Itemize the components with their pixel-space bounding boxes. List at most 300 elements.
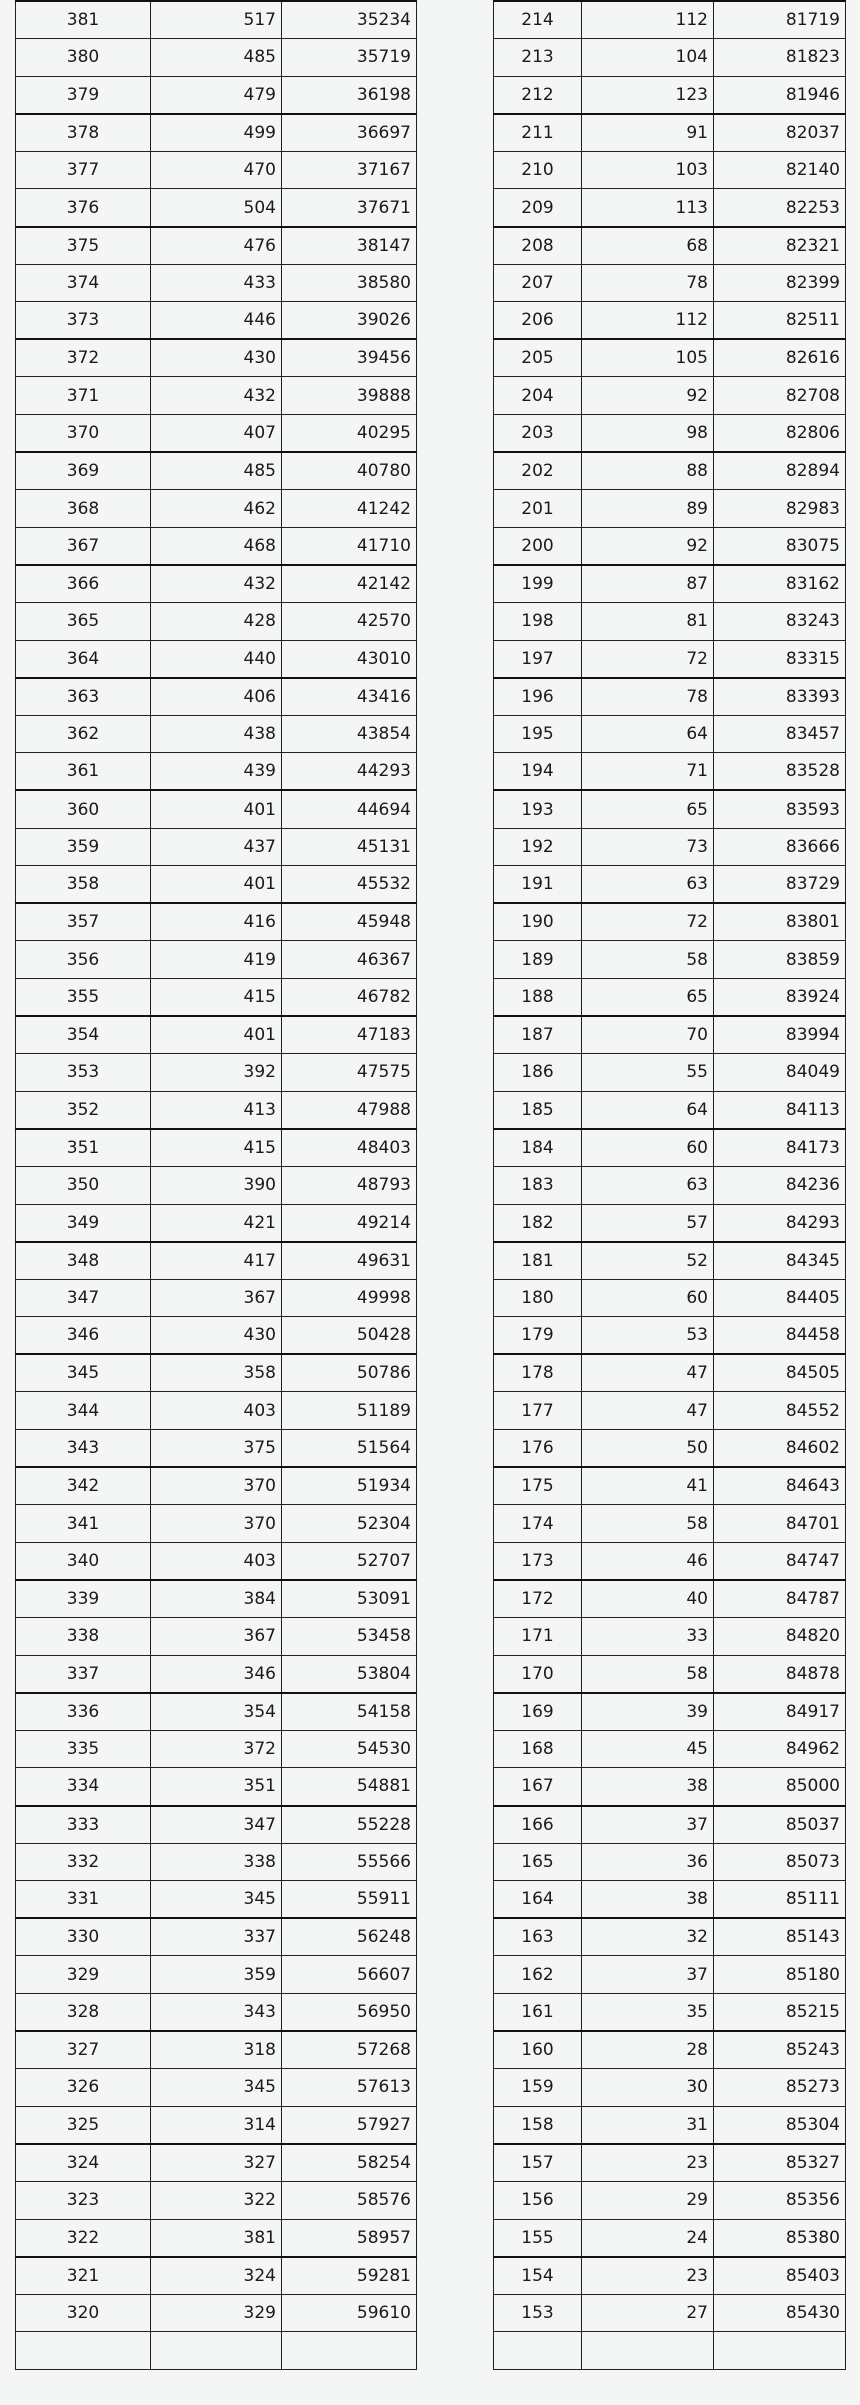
table-row (494, 2219, 846, 2257)
cumulative-cell: 51189 (282, 1392, 417, 1430)
score-cell: 333 (16, 1806, 151, 1844)
cumulative-cell: 58254 (282, 2144, 417, 2182)
table-row (494, 1918, 846, 1956)
table-row (16, 339, 417, 377)
count-cell: 91 (582, 114, 714, 152)
table-row (494, 2106, 846, 2144)
count-cell: 58 (582, 1655, 714, 1693)
count-cell (582, 2332, 714, 2370)
table-row (16, 1918, 417, 1956)
score-cell: 189 (494, 941, 582, 979)
cumulative-cell: 44694 (282, 790, 417, 828)
score-cell: 355 (16, 978, 151, 1016)
cumulative-cell: 81823 (714, 39, 846, 77)
count-cell (151, 2332, 282, 2370)
table-row (494, 1242, 846, 1280)
table-row (494, 603, 846, 641)
score-table-left-body (16, 1, 417, 2369)
table-row (494, 1956, 846, 1994)
count-cell: 485 (151, 452, 282, 490)
cumulative-cell: 84236 (714, 1166, 846, 1204)
score-cell: 341 (16, 1505, 151, 1543)
cumulative-cell: 85430 (714, 2294, 846, 2332)
cumulative-cell: 52304 (282, 1505, 417, 1543)
score-cell: 366 (16, 565, 151, 603)
table-row (16, 1016, 417, 1054)
table-row (494, 2294, 846, 2332)
score-cell: 202 (494, 452, 582, 490)
table-row (16, 903, 417, 941)
cumulative-cell: 84505 (714, 1354, 846, 1392)
cumulative-cell: 45532 (282, 866, 417, 904)
cumulative-cell: 50428 (282, 1317, 417, 1355)
table-row (16, 114, 417, 152)
cumulative-cell: 55228 (282, 1806, 417, 1844)
cumulative-cell: 84405 (714, 1279, 846, 1317)
table-row (494, 1580, 846, 1618)
count-cell: 27 (582, 2294, 714, 2332)
count-cell: 367 (151, 1618, 282, 1656)
count-cell: 63 (582, 1166, 714, 1204)
count-cell: 65 (582, 790, 714, 828)
score-cell: 206 (494, 302, 582, 340)
table-row (494, 1016, 846, 1054)
cumulative-cell: 83162 (714, 565, 846, 603)
score-cell: 209 (494, 189, 582, 227)
score-cell: 184 (494, 1129, 582, 1167)
score-cell: 153 (494, 2294, 582, 2332)
table-row (16, 527, 417, 565)
cumulative-cell: 39456 (282, 339, 417, 377)
score-cell: 199 (494, 565, 582, 603)
table-row (494, 302, 846, 340)
count-cell: 45 (582, 1730, 714, 1768)
table-row (494, 490, 846, 528)
score-cell: 371 (16, 377, 151, 415)
score-cell: 353 (16, 1054, 151, 1092)
score-cell: 173 (494, 1542, 582, 1580)
table-row (16, 2219, 417, 2257)
cumulative-cell: 82806 (714, 415, 846, 453)
table-row (494, 565, 846, 603)
score-cell: 213 (494, 39, 582, 77)
score-cell: 191 (494, 866, 582, 904)
table-row (16, 377, 417, 415)
score-cell: 205 (494, 339, 582, 377)
count-cell: 63 (582, 866, 714, 904)
score-cell: 203 (494, 415, 582, 453)
cumulative-cell: 38147 (282, 227, 417, 265)
cumulative-cell: 45948 (282, 903, 417, 941)
table-row (16, 2106, 417, 2144)
cumulative-cell: 83315 (714, 640, 846, 678)
table-row (494, 452, 846, 490)
score-cell: 171 (494, 1618, 582, 1656)
table-row (16, 2031, 417, 2069)
count-cell: 327 (151, 2144, 282, 2182)
count-cell: 419 (151, 941, 282, 979)
count-cell: 64 (582, 1091, 714, 1129)
table-row (494, 978, 846, 1016)
table-row (494, 2144, 846, 2182)
table-row (494, 1054, 846, 1092)
table-row (494, 1843, 846, 1881)
count-cell: 403 (151, 1392, 282, 1430)
table-row (494, 76, 846, 114)
cumulative-cell: 84962 (714, 1730, 846, 1768)
table-row (494, 264, 846, 302)
count-cell: 33 (582, 1618, 714, 1656)
table-row (16, 1091, 417, 1129)
cumulative-cell: 85380 (714, 2219, 846, 2257)
table-row (494, 1655, 846, 1693)
count-cell: 73 (582, 828, 714, 866)
cumulative-cell: 38580 (282, 264, 417, 302)
score-cell: 200 (494, 527, 582, 565)
cumulative-cell: 81719 (714, 1, 846, 39)
cumulative-cell: 85073 (714, 1843, 846, 1881)
count-cell: 432 (151, 565, 282, 603)
score-cell: 212 (494, 76, 582, 114)
table-row (494, 2069, 846, 2107)
table-row (16, 302, 417, 340)
cumulative-cell: 55911 (282, 1881, 417, 1919)
table-row (16, 1618, 417, 1656)
count-cell: 70 (582, 1016, 714, 1054)
cumulative-cell: 85143 (714, 1918, 846, 1956)
cumulative-cell: 39026 (282, 302, 417, 340)
cumulative-cell: 42570 (282, 603, 417, 641)
count-cell: 437 (151, 828, 282, 866)
cumulative-cell: 41710 (282, 527, 417, 565)
count-cell: 415 (151, 978, 282, 1016)
table-row (494, 114, 846, 152)
cumulative-cell: 85000 (714, 1768, 846, 1806)
count-cell: 78 (582, 264, 714, 302)
count-cell: 403 (151, 1542, 282, 1580)
count-cell: 112 (582, 1, 714, 39)
table-row (494, 1542, 846, 1580)
score-cell: 367 (16, 527, 151, 565)
cumulative-cell: 84917 (714, 1693, 846, 1731)
count-cell: 345 (151, 1881, 282, 1919)
count-cell: 407 (151, 415, 282, 453)
score-cell: 155 (494, 2219, 582, 2257)
score-cell: 339 (16, 1580, 151, 1618)
table-row (16, 1242, 417, 1280)
table-row (16, 828, 417, 866)
cumulative-cell: 85403 (714, 2257, 846, 2295)
score-cell: 196 (494, 678, 582, 716)
cumulative-cell: 43854 (282, 715, 417, 753)
table-row (16, 76, 417, 114)
score-cell: 352 (16, 1091, 151, 1129)
table-row (16, 978, 417, 1016)
table-row (494, 828, 846, 866)
count-cell: 499 (151, 114, 282, 152)
cumulative-cell: 46782 (282, 978, 417, 1016)
score-cell: 368 (16, 490, 151, 528)
table-row (16, 866, 417, 904)
score-cell: 328 (16, 1993, 151, 2031)
cumulative-cell: 84345 (714, 1242, 846, 1280)
score-cell: 154 (494, 2257, 582, 2295)
score-cell: 335 (16, 1730, 151, 1768)
count-cell: 485 (151, 39, 282, 77)
table-row (494, 2257, 846, 2295)
cumulative-cell: 54881 (282, 1768, 417, 1806)
cumulative-cell: 83994 (714, 1016, 846, 1054)
cumulative-cell: 83924 (714, 978, 846, 1016)
table-row (494, 640, 846, 678)
cumulative-cell: 85180 (714, 1956, 846, 1994)
count-cell: 88 (582, 452, 714, 490)
table-row (16, 2257, 417, 2295)
score-cell: 372 (16, 339, 151, 377)
count-cell: 37 (582, 1806, 714, 1844)
count-cell: 113 (582, 189, 714, 227)
count-cell: 30 (582, 2069, 714, 2107)
score-cell: 323 (16, 2181, 151, 2219)
score-cell: 356 (16, 941, 151, 979)
table-row (16, 1843, 417, 1881)
table-row (16, 1580, 417, 1618)
score-cell: 161 (494, 1993, 582, 2031)
count-cell: 58 (582, 1505, 714, 1543)
score-cell: 194 (494, 753, 582, 791)
table-row (16, 1806, 417, 1844)
cumulative-cell: 82708 (714, 377, 846, 415)
cumulative-cell: 36198 (282, 76, 417, 114)
score-cell: 188 (494, 978, 582, 1016)
cumulative-cell: 41242 (282, 490, 417, 528)
score-cell: 197 (494, 640, 582, 678)
table-row (16, 603, 417, 641)
table-row (494, 1392, 846, 1430)
count-cell: 123 (582, 76, 714, 114)
table-row (494, 1881, 846, 1919)
count-cell: 439 (151, 753, 282, 791)
count-cell: 446 (151, 302, 282, 340)
table-row (16, 1542, 417, 1580)
cumulative-cell: 51564 (282, 1430, 417, 1468)
table-row (494, 1430, 846, 1468)
table-row (494, 1693, 846, 1731)
count-cell: 35 (582, 1993, 714, 2031)
table-row (16, 1655, 417, 1693)
score-cell: 373 (16, 302, 151, 340)
cumulative-cell: 81946 (714, 76, 846, 114)
score-cell: 325 (16, 2106, 151, 2144)
table-row (494, 903, 846, 941)
table-row (494, 1993, 846, 2031)
score-cell: 346 (16, 1317, 151, 1355)
table-row (16, 2144, 417, 2182)
count-cell: 104 (582, 39, 714, 77)
count-cell: 415 (151, 1129, 282, 1167)
count-cell: 359 (151, 1956, 282, 1994)
score-cell: 181 (494, 1242, 582, 1280)
cumulative-cell: 39888 (282, 377, 417, 415)
score-cell: 329 (16, 1956, 151, 1994)
cumulative-cell: 37671 (282, 189, 417, 227)
table-row (16, 1, 417, 39)
score-cell: 178 (494, 1354, 582, 1392)
count-cell: 36 (582, 1843, 714, 1881)
cumulative-cell: 82253 (714, 189, 846, 227)
count-cell: 346 (151, 1655, 282, 1693)
score-cell: 340 (16, 1542, 151, 1580)
count-cell: 60 (582, 1279, 714, 1317)
score-cell (494, 2332, 582, 2370)
score-cell: 351 (16, 1129, 151, 1167)
table-row (16, 1279, 417, 1317)
score-cell: 210 (494, 151, 582, 189)
count-cell: 46 (582, 1542, 714, 1580)
count-cell: 504 (151, 189, 282, 227)
cumulative-cell: 52707 (282, 1542, 417, 1580)
score-cell: 365 (16, 603, 151, 641)
cumulative-cell: 46367 (282, 941, 417, 979)
table-row (494, 1, 846, 39)
count-cell: 372 (151, 1730, 282, 1768)
cumulative-cell: 83528 (714, 753, 846, 791)
score-cell: 207 (494, 264, 582, 302)
score-cell: 336 (16, 1693, 151, 1731)
table-row (494, 941, 846, 979)
score-cell: 349 (16, 1204, 151, 1242)
cumulative-cell: 37167 (282, 151, 417, 189)
cumulative-cell: 50786 (282, 1354, 417, 1392)
cumulative-cell: 85356 (714, 2181, 846, 2219)
table-row (16, 1317, 417, 1355)
cumulative-cell: 48793 (282, 1166, 417, 1204)
score-cell: 334 (16, 1768, 151, 1806)
cumulative-cell: 35234 (282, 1, 417, 39)
cumulative-cell (714, 2332, 846, 2370)
table-row (16, 227, 417, 265)
cumulative-cell: 51934 (282, 1467, 417, 1505)
count-cell: 322 (151, 2181, 282, 2219)
cumulative-cell: 36697 (282, 114, 417, 152)
count-cell: 23 (582, 2257, 714, 2295)
table-row (16, 1467, 417, 1505)
cumulative-cell: 84049 (714, 1054, 846, 1092)
table-row (16, 1505, 417, 1543)
cumulative-cell: 42142 (282, 565, 417, 603)
score-cell: 177 (494, 1392, 582, 1430)
cumulative-cell: 47988 (282, 1091, 417, 1129)
cumulative-cell: 49998 (282, 1279, 417, 1317)
cumulative-cell: 48403 (282, 1129, 417, 1167)
score-cell: 375 (16, 227, 151, 265)
score-cell: 164 (494, 1881, 582, 1919)
table-row (16, 1430, 417, 1468)
cumulative-cell: 84602 (714, 1430, 846, 1468)
table-row (494, 1091, 846, 1129)
cumulative-cell: 83859 (714, 941, 846, 979)
score-cell: 185 (494, 1091, 582, 1129)
score-cell: 343 (16, 1430, 151, 1468)
cumulative-cell: 43416 (282, 678, 417, 716)
table-row (494, 2031, 846, 2069)
cumulative-cell: 82894 (714, 452, 846, 490)
cumulative-cell: 40780 (282, 452, 417, 490)
count-cell: 367 (151, 1279, 282, 1317)
cumulative-cell: 35719 (282, 39, 417, 77)
score-cell: 187 (494, 1016, 582, 1054)
score-cell: 208 (494, 227, 582, 265)
cumulative-cell: 83666 (714, 828, 846, 866)
count-cell: 47 (582, 1392, 714, 1430)
table-row (16, 264, 417, 302)
score-cell (16, 2332, 151, 2370)
table-row (16, 1054, 417, 1092)
table-row (16, 715, 417, 753)
score-cell: 378 (16, 114, 151, 152)
count-cell: 92 (582, 377, 714, 415)
table-row (16, 1881, 417, 1919)
count-cell: 401 (151, 790, 282, 828)
count-cell: 47 (582, 1354, 714, 1392)
cumulative-cell: 82399 (714, 264, 846, 302)
cumulative-cell: 53458 (282, 1618, 417, 1656)
count-cell: 41 (582, 1467, 714, 1505)
cumulative-cell: 55566 (282, 1843, 417, 1881)
table-row (16, 1392, 417, 1430)
count-cell: 32 (582, 1918, 714, 1956)
table-row (494, 753, 846, 791)
count-cell: 432 (151, 377, 282, 415)
table-row (494, 866, 846, 904)
count-cell: 370 (151, 1467, 282, 1505)
count-cell: 50 (582, 1430, 714, 1468)
cumulative-cell: 82616 (714, 339, 846, 377)
count-cell: 89 (582, 490, 714, 528)
score-cell: 214 (494, 1, 582, 39)
cumulative-cell: 83801 (714, 903, 846, 941)
count-cell: 421 (151, 1204, 282, 1242)
cumulative-cell: 83593 (714, 790, 846, 828)
score-cell: 354 (16, 1016, 151, 1054)
cumulative-cell: 59281 (282, 2257, 417, 2295)
cumulative-cell: 85304 (714, 2106, 846, 2144)
table-row (16, 1204, 417, 1242)
count-cell: 55 (582, 1054, 714, 1092)
score-cell: 337 (16, 1655, 151, 1693)
score-cell: 201 (494, 490, 582, 528)
score-cell: 358 (16, 866, 151, 904)
count-cell: 64 (582, 715, 714, 753)
cumulative-cell: 84552 (714, 1392, 846, 1430)
cumulative-cell: 83393 (714, 678, 846, 716)
cumulative-cell: 84173 (714, 1129, 846, 1167)
table-row (494, 2181, 846, 2219)
cumulative-cell: 85327 (714, 2144, 846, 2182)
count-cell: 314 (151, 2106, 282, 2144)
cumulative-cell: 85037 (714, 1806, 846, 1844)
table-row (494, 1129, 846, 1167)
score-cell: 198 (494, 603, 582, 641)
count-cell: 358 (151, 1354, 282, 1392)
score-table-right-body (494, 1, 846, 2369)
cumulative-cell: 84878 (714, 1655, 846, 1693)
cumulative-cell: 84820 (714, 1618, 846, 1656)
table-row (494, 415, 846, 453)
table-row (16, 1129, 417, 1167)
table-row (494, 1467, 846, 1505)
score-cell: 156 (494, 2181, 582, 2219)
